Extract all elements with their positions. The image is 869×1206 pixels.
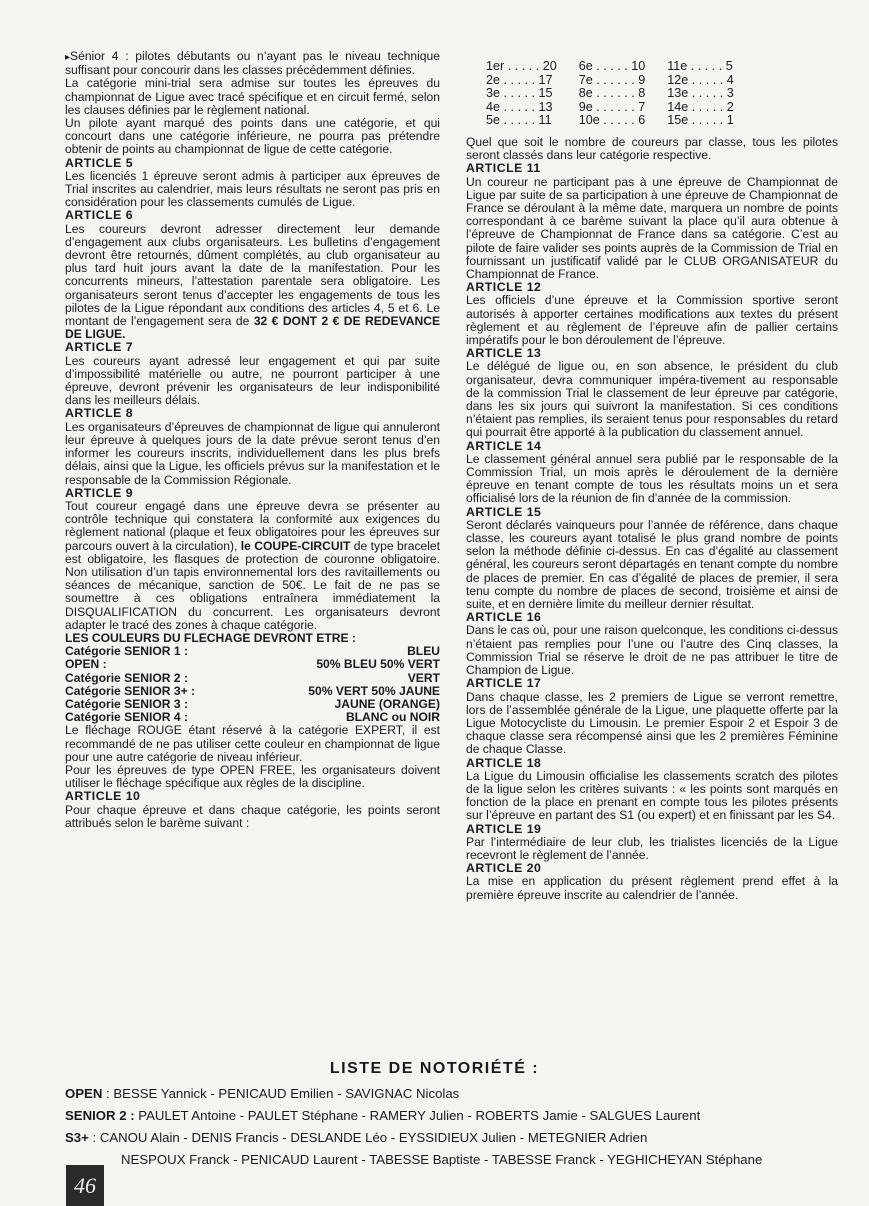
open-free-paragraph: Pour les épreuves de type OPEN FREE, les organisateurs doivent utiliser le fléchage spécifique aux règles de la discipline. [65, 762, 440, 791]
notoriete-open-label: OPEN [65, 1086, 103, 1101]
category-points-paragraph: Un pilote ayant marqué des points dans une catégorie, et qui concourt dans une catégorie inférieure, ne pourra pas prétendre obtenir de points au championnat de ligue de cette catégorie. [65, 116, 440, 157]
flechage-value: JAUNE (ORANGE) [334, 696, 440, 711]
bareme-cell: 10e . . . . . 6 [578, 113, 646, 128]
flechage-title: LES COULEURS DU FLECHAGE DEVRONT ETRE : [65, 630, 356, 645]
notoriete-open-line [65, 1084, 855, 1103]
article-15-text: Seront déclarés vainqueurs pour l’année de référence, dans chaque classe, les coureurs ayant totalisé le plus grand nombre de points selon la méthode définie ci-dessus. En cas d’égalité au classement général, les coureurs seront départagés en tenant compte du nombre de places de premier. En cas d’égalité de places de premier, il sera tenu compte du nombre de places de second, troisième et ainsi de suite, et en dernière limite du meilleur dernier résultat. [466, 517, 838, 612]
bareme-cell: 14e . . . . . 2 [667, 99, 734, 114]
article-9-text-c: de type bracelet est obligatoire, les flasques de protection de couronne obligatoire. Non utilisation d’un tapis environnemental lors des ravitaillements ou séances de mécanique, sanction de 50€. Le fait de ne pas se soumettre à ces obligations entraînera immédiatement la DISQUALIFICATION du concurrent. Les organisateurs devront adapter le tracé des zones à chaque catégorie. [65, 538, 440, 632]
flechage-label: Catégorie SENIOR 2 : [65, 670, 188, 685]
article-19-text: Par l’intermédiaire de leur club, les trialistes licenciés de la Ligue recevront le règlement de l’année. [466, 834, 838, 862]
bareme-row [486, 87, 756, 101]
bareme-table [486, 60, 756, 128]
notoriete-s3-names-2: NESPOUX Franck - PENICAUD Laurent - TABESSE Baptiste - TABESSE Franck - YEGHICHEYAN Stéphane [121, 1152, 763, 1167]
article-16-title: ARTICLE 16 [466, 610, 542, 625]
article-12-title: ARTICLE 12 [466, 280, 542, 295]
article-18-title: ARTICLE 18 [466, 755, 542, 770]
right-column [466, 60, 838, 902]
article-13-title: ARTICLE 13 [466, 346, 542, 361]
flechage-row [65, 658, 440, 671]
flechage-label: Catégorie SENIOR 4 : [65, 710, 188, 725]
notoriete-s3-line [65, 1128, 855, 1147]
senior4-paragraph: ▸ Sénior 4 : pilotes débutants ou n’ayant pas le niveau technique suffisant pour concourir dans les classes précédemment définies. [65, 50, 440, 77]
flechage-value: 50% VERT 50% JAUNE [308, 683, 440, 698]
bareme-cell: 2e . . . . . 17 [486, 72, 553, 87]
article-9-coupe-circuit: le COUPE-CIRCUIT [240, 538, 351, 553]
flechage-label: Catégorie SENIOR 3 : [65, 696, 188, 711]
notoriete-open-names: : BESSE Yannick - PENICAUD Emilien - SAVIGNAC Nicolas [102, 1086, 460, 1101]
bareme-row [486, 60, 756, 74]
article-9-text [65, 500, 440, 632]
bareme-cell: 4e . . . . . 13 [486, 99, 553, 114]
bareme-row [486, 74, 756, 88]
bareme-cell: 11e . . . . . 5 [667, 59, 733, 73]
article-16-text: Dans le cas où, pour une raison quelconque, les conditions ci-dessus n’étaient pas remplies pour l’une ou l’autre des Cinq classes, la Commission Trial se réserve le droit de ne pas attribuer le titre de Champion de Ligue. [466, 623, 838, 678]
article-6-title: ARTICLE 6 [65, 208, 134, 223]
bareme-cell: 3e . . . . . 15 [486, 86, 553, 101]
bareme-cell: 8e . . . . . . 8 [578, 86, 646, 101]
flechage-value: VERT [407, 670, 440, 685]
left-column [65, 50, 440, 830]
article-6-fee: 32 € DONT 2 € DE REDEVANCE DE LIGUE. [65, 314, 441, 342]
bareme-cell: 12e . . . . . 4 [667, 72, 734, 87]
article-17-title: ARTICLE 17 [466, 676, 542, 691]
article-9-title: ARTICLE 9 [65, 485, 134, 500]
article-20-text: La mise en application du présent règlement prend effet à la première épreuve inscrite au calendrier de l’année. [466, 874, 838, 902]
bareme-cell: 7e . . . . . . 9 [578, 72, 646, 87]
article-17-text: Dans chaque classe, les 2 premiers de Ligue se verront remettre, lors de l’assemblée générale de la Ligue, une plaquette offerte par la Ligue Motocycliste du Limousin. Le premier Espoir 2 et Espoir 3 de chaque classe sera récompensé ainsi que les 2 premières Féminine de chaque Classe. [466, 689, 838, 757]
article-6-text [65, 223, 440, 342]
article-8-text: Les organisateurs d’épreuves de championnat de ligue qui annuleront leur épreuve à quelques jours de la date prévue seront tenus d’en informer les coureurs inscrits, individuellement dans les plus brefs délais, ainsi que la Ligue, les officiels prévus sur la manifestation et le responsable de la Commission Régionale. [65, 419, 440, 487]
article-7-text: Les coureurs ayant adressé leur engagement et qui par suite d’impossibilité matérielle ou autre, ne pourront participer à une épreuve, devront prévenir les organisateurs de leur indisponibilité dans les meilleurs délais. [65, 353, 440, 408]
article-20-title: ARTICLE 20 [466, 861, 542, 876]
article-11-text: Un coureur ne participant pas à une épreuve de Championnat de Ligue par suite de sa participation à une épreuve de Championnat de France se déroulant à la même date, marquera un nombre de points correspondant à ce barème suivant la place qu’il aura obtenue à l’épreuve de Championnat de France dans sa catégorie. C’est au pilote de faire valider ses points auprès de la Commission de Trial en fournissant un justificatif validé par le CLUB ORGANISATEUR du Championnat de France. [466, 174, 838, 281]
article-10-title: ARTICLE 10 [65, 789, 141, 804]
bareme-cell: 13e . . . . . 3 [667, 86, 734, 101]
article-9-text-a: Tout coureur engagé dans une épreuve devra se présenter au contrôle technique qui constatera la conformité aux exigences du règlement national (plaque et feux obligatoires pour les épreuves sur parcours ouvert à la circulation), [65, 498, 440, 553]
bareme-cell: 6e . . . . . 10 [578, 59, 646, 73]
notoriete-s3-line-2 [121, 1150, 861, 1169]
flechage-label: Catégorie SENIOR 3+ : [65, 683, 196, 698]
bareme-cell: 9e . . . . . . 7 [578, 99, 646, 114]
bareme-row [486, 114, 756, 128]
flechage-table [65, 645, 440, 724]
article-14-title: ARTICLE 14 [466, 438, 542, 453]
article-13-text: Le délégué de ligue ou, en son absence, le président du club organisateur, devra communiquer impéra-tivement au responsable de la commission Trial le classement de leur épreuve par catégorie, dans les six jours qui suivront la manifestation. Si ces conditions n’étaient pas remplies, ils seraient tenus pour responsables du retard qui pourrait être apporté à la publication du classement annuel. [466, 359, 838, 440]
page-number: 46 [66, 1165, 104, 1206]
flechage-label: OPEN : [65, 657, 107, 672]
flechage-value: BLEU [407, 644, 440, 659]
notoriete-senior2-names: PAULET Antoine - PAULET Stéphane - RAMERY Julien - ROBERTS Jamie - SALGUES Laurent [134, 1108, 701, 1123]
article-10-text: Pour chaque épreuve et dans chaque catégorie, les points seront attribués selon le barème suivant : [65, 802, 440, 830]
flechage-row [65, 685, 440, 698]
flechage-value: BLANC ou NOIR [345, 710, 440, 725]
bareme-row [486, 101, 756, 115]
bareme-cell: 5e . . . . . 11 [486, 113, 552, 128]
bareme-cell: 1er . . . . . 20 [486, 59, 557, 73]
notoriete-title: LISTE DE NOTORIÉTÉ : [329, 1060, 540, 1077]
notoriete-senior2-label: SENIOR 2 : [65, 1108, 135, 1123]
article-5-text: Les licenciés 1 épreuve seront admis à participer aux épreuves de Trial inscrites au calendrier, mais leurs résultats ne seront pas pris en considération pour les classements cumulés de Ligue. [65, 168, 440, 210]
article-19-title: ARTICLE 19 [466, 821, 542, 836]
mini-trial-paragraph: La catégorie mini-trial sera admise sur toutes les épreuves du championnat de Ligue avec tracé spécifique et en circuit fermé, selon les clauses définies par le règlement national. [65, 76, 440, 117]
article-6-text-a: Les coureurs devront adresser directement leur demande d’engagement aux clubs organisateurs. Les bulletins d’engagement devront être retournés, dûment complétés, au club organisateur au plus tard huit jours avant la date de la manifestation. Pour les concurrents mineurs, l’attestation parentale sera obligatoire. Les organisateurs seront tenus d’accepter les engagements de tous les pilotes de la Ligue répondant aux conditions des articles 4, 5 et 6. Le montant de l’engagement sera de [65, 221, 440, 329]
notoriete-s3-names: : CANOU Alain - DENIS Francis - DESLANDE Léo - EYSSIDIEUX Julien - METEGNIER Adrien [88, 1130, 648, 1145]
flechage-label: Catégorie SENIOR 1 : [65, 644, 188, 659]
article-15-title: ARTICLE 15 [466, 504, 542, 519]
article-14-text: Le classement général annuel sera publié par le responsable de la Commission Trial, un mois après le déroulement de la dernière épreuve en tenant compte de tous les résultats moins un et sera officialisé lors de la réunion de fin d’année de la commission. [466, 451, 838, 506]
article-7-title: ARTICLE 7 [65, 340, 134, 355]
article-18-text: La Ligue du Limousin officialise les classements scratch des pilotes de la ligue selon les critères suivants : « les points sont marqués en fonction de la place en prenant en compte tous les pilotes présents sur l’épreuve en partant des S1 (ou expert) et en finissant par les S4. [466, 768, 838, 823]
notoriete-senior2-line [65, 1106, 855, 1125]
article-8-title: ARTICLE 8 [65, 406, 134, 421]
flechage-row [65, 672, 440, 685]
classement-paragraph: Quel que soit le nombre de coureurs par classe, tous les pilotes seront classés dans leur catégorie respective. [466, 134, 838, 163]
flechage-value: 50% BLEU 50% VERT [316, 657, 440, 672]
article-5-title: ARTICLE 5 [65, 155, 134, 170]
rouge-paragraph: Le fléchage ROUGE étant réservé à la catégorie EXPERT, il est recommandé de ne pas utiliser cette couleur en championnat de ligue pour une autre catégorie de niveau inférieur. [65, 723, 440, 764]
bareme-cell: 15e . . . . . 1 [667, 113, 734, 128]
article-11-title: ARTICLE 11 [466, 161, 541, 176]
notoriete-s3-label: S3+ [65, 1130, 89, 1145]
article-12-text: Les officiels d’une épreuve et la Commission sportive seront autorisés à apporter certaines modifications aux textes du présent règlement et au règlement de l’épreuve afin de pallier certains impératifs pour le bon déroulement de l’épreuve. [466, 293, 838, 348]
